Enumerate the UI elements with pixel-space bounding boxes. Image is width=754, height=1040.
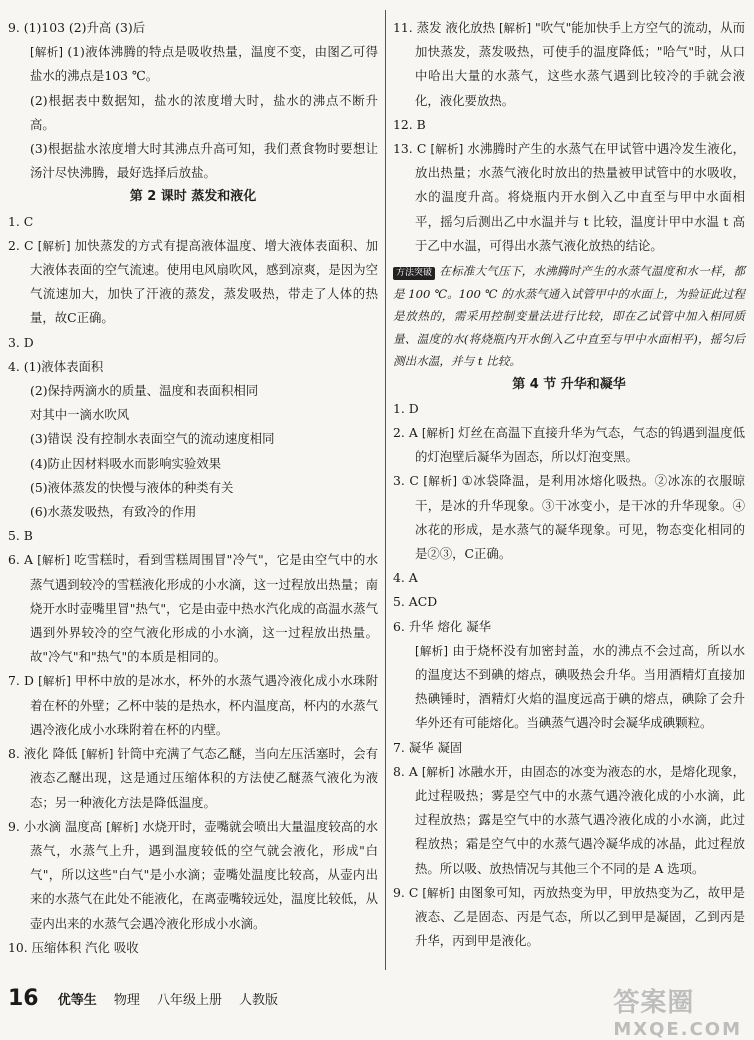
answer-item xyxy=(393,137,745,258)
answer-item xyxy=(393,615,745,639)
analysis-tag: [解析] xyxy=(37,553,71,568)
answer-key: 13. C xyxy=(393,141,431,157)
answer-item xyxy=(8,403,378,427)
left-column xyxy=(8,16,378,960)
answer-item xyxy=(8,427,378,451)
answer-text: (3)错误 没有控制水表面空气的流动速度相同 xyxy=(30,431,275,447)
analysis-tag: [解析] xyxy=(415,643,449,658)
answer-item xyxy=(8,524,378,548)
answer-item xyxy=(393,397,745,421)
answer-item xyxy=(8,89,378,137)
answer-text: 吃雪糕时，看到雪糕周围冒"冷气"，它是由空气中的水蒸气遇到较冷的雪糕液化形成的小水滴，这一过程放出热量；南烧开水时壶嘴里冒"热气"，它是由壶中热水汽化成的高温水蒸气遇到外界较冷的空气液化形成的小水滴，这一过程放出热量。故"冷气"和"热气"的本质是相同的。 xyxy=(30,552,378,665)
answer-text: 水沸腾时产生的水蒸气在甲试管中遇冷发生液化，放出热量；水蒸气液化时放出的热量被甲试管中的水吸收，水的温度升高。将烧瓶内开水倒入乙中直至与甲中水面相平，摇匀后测出乙中水温并与 t 比较，温度计甲中水温 t 高于乙中水温，可得出水蒸气液化放热的结论。 xyxy=(415,141,745,253)
analysis-tag: [解析] xyxy=(422,885,455,900)
answer-item xyxy=(8,500,378,524)
answer-text: 由于烧杯没有加密封盖，水的沸点不会过高，所以水的温度达不到碘的熔点，碘吸热会升华。当用酒精灯直接加热碘锤时，酒精灯火焰的温度远高于碘的熔点，碘除了会升华外还有可能熔化。当碘蒸气遇冷时会凝华成碘颗粒。 xyxy=(415,642,745,731)
analysis-tag: [解析] xyxy=(81,747,114,762)
answer-item xyxy=(8,379,378,403)
section-heading: 第 4 节 升华和凝华 xyxy=(512,376,626,392)
answer-text: (6)水蒸发吸热，有致冷的作用 xyxy=(30,504,197,520)
answer-text: (3)根据盐水浓度增大时其沸点升高可知，我们煮食物时要想让汤汁尽快沸腾，最好选择后放盐。 xyxy=(30,141,378,181)
answer-text: (2)保持两滴水的质量、温度和表面积相同 xyxy=(30,383,259,399)
answer-item xyxy=(8,548,378,669)
answer-text: "吹气"能加快手上方空气的流动，从而加快蒸发，蒸发吸热，可使手的温度降低；"哈气"时，从口中哈出大量的水蒸气，这些水蒸气遇到比较冷的手就会液化，液化要放热。 xyxy=(415,20,745,108)
footer-grade: 八年级上册 xyxy=(156,993,222,1008)
answer-item xyxy=(8,210,378,234)
answer-item xyxy=(8,452,378,476)
answer-key: 9. C xyxy=(393,884,423,900)
answer-text: 甲杯中放的是冰水，杯外的水蒸气遇冷液化成小水珠附着在杯的外壁；乙杯中装的是热水，杯内温度高，杯内的水蒸气遇冷液化成小水珠附着在杯的内壁。 xyxy=(30,673,378,737)
watermark-logo xyxy=(613,982,742,1040)
answer-item xyxy=(8,669,378,742)
answer-text: 对其中一滴水吹风 xyxy=(30,407,130,423)
analysis-tag: [解析] xyxy=(421,425,455,440)
analysis-tag: [解析] xyxy=(38,674,71,689)
answer-text: 7. 凝华 凝固 xyxy=(393,739,463,755)
answer-key: 6. A xyxy=(8,552,38,568)
method-tip xyxy=(393,260,745,373)
answer-text: 3. D xyxy=(8,334,34,350)
analysis-tag: [解析] xyxy=(423,474,458,489)
answer-key: 7. D xyxy=(8,673,39,689)
answer-text: 水烧开时，壶嘴就会喷出大量温度较高的水蒸气，水蒸气上升，遇到温度较低的空气就会液化，形成"白气"，所以这些"白气"是小水滴；壶嘴处温度比较高，从壶内出来的水蒸气在此处不能液化，在离壶嘴较远处，温度比较低，从壶内出来的水蒸气会遇冷液化形成小水滴。 xyxy=(30,818,379,931)
answer-key: 8. A xyxy=(393,763,422,779)
answer-text: 针筒中充满了气态乙醚，当向左压活塞时，会有液态乙醚出现，这是通过压缩体积的方法使乙醚蒸气液化为液态；另一种液化方法是降低温度。 xyxy=(30,746,379,810)
answer-item xyxy=(393,590,745,614)
answer-item xyxy=(8,234,378,331)
answer-text: 12. B xyxy=(393,116,426,132)
answer-item xyxy=(8,476,378,500)
answer-text: ①冰袋降温，是利用冰熔化吸热。②冰冻的衣服晾干，是冰的升华现象。③干冰变小，是干冰的升华现象。④冰花的形成，是水蒸气的凝华现象。可见，物态变化相同的是②③，C正确。 xyxy=(415,473,745,561)
answer-item xyxy=(393,566,745,590)
answer-key: 9. 小水滴 温度高 xyxy=(8,818,107,834)
method-badge: 方法突破 xyxy=(393,267,435,280)
watermark-text: 答案圈 xyxy=(613,988,695,1018)
answer-item xyxy=(393,16,745,113)
answer-text: 4. A xyxy=(393,570,418,586)
answer-text: (1)液体沸腾的特点是吸收热量，温度不变，由图乙可得盐水的沸点是103 ℃。 xyxy=(30,44,378,84)
answer-text: 10. 压缩体积 汽化 吸收 xyxy=(8,939,139,955)
answer-item xyxy=(393,113,745,137)
answer-item xyxy=(8,137,378,185)
answer-item xyxy=(8,16,378,40)
method-text: 在标准大气压下，水沸腾时产生的水蒸气温度和水一样，都是 100 ℃。100 ℃ 的水蒸气通入试管甲中的水面上，为验证此过程是放热的，需采用控制变量法进行比较，即在乙试管中加入相同质量、温度的水(将烧瓶内开水倒入乙中直至与甲中水面相平)，摇匀后测出水温，并与 t 比较。 xyxy=(393,264,745,369)
answer-text: 加快蒸发的方式有提高液体温度、增大液体表面积、加大液体表面的空气流速。使用电风扇吹风，感到凉爽，是因为空气流速加大，加快了汗液的蒸发，蒸发吸热，带走了人体的热量，故C正确。 xyxy=(30,237,378,326)
answer-key: 11. 蒸发 液化放热 xyxy=(393,20,500,35)
answer-item xyxy=(393,881,745,954)
answer-item xyxy=(8,742,378,815)
answer-item xyxy=(393,469,745,566)
answer-text: 冰融水开，由固态的冰变为液态的水，是熔化现象，此过程吸热；雾是空气中的水蒸气遇冷液化成的小水滴，此过程放热；露是空气中的水蒸气遇冷液化成的小水滴，此过程放热；霜是空气中的水蒸气遇冷凝华成的冰晶，此过程放热。所以吸、放热情况与其他三个不同的是 A 选项。 xyxy=(415,763,745,876)
answer-text: 1. C xyxy=(8,213,34,229)
answer-item xyxy=(8,936,378,960)
answer-item xyxy=(8,40,378,88)
right-column xyxy=(393,16,745,953)
analysis-tag: [解析] xyxy=(499,21,532,35)
answer-key: 8. 液化 降低 xyxy=(8,746,82,762)
answer-item xyxy=(393,639,745,736)
answer-text: 5. ACD xyxy=(393,594,438,610)
answer-text: 5. B xyxy=(8,528,33,544)
answer-key: 2. C xyxy=(8,237,38,253)
answer-text: 灯丝在高温下直接升华为气态，气态的钨遇到温度低的灯泡壁后凝华为固态，所以灯泡变黑。 xyxy=(415,424,745,465)
watermark-url: MXQE.COM xyxy=(613,1019,742,1040)
column-divider xyxy=(385,10,386,970)
answer-item xyxy=(393,760,745,881)
answer-item xyxy=(8,815,378,936)
answer-text: 9. (1)103 (2)升高 (3)后 xyxy=(8,20,146,35)
analysis-tag: [解析] xyxy=(430,142,464,157)
section-heading: 第 2 课时 蒸发和液化 xyxy=(129,189,257,205)
footer-subject: 物理 xyxy=(113,993,140,1008)
answer-text: (4)防止因材料吸水而影响实验效果 xyxy=(30,455,222,471)
analysis-tag: [解析] xyxy=(37,238,71,253)
answer-text: (5)液体蒸发的快慢与液体的种类有关 xyxy=(30,479,234,495)
page-footer xyxy=(8,986,290,1011)
answer-text: 4. (1)液体表面积 xyxy=(8,358,104,374)
answer-item xyxy=(8,355,378,379)
footer-edition: 人教版 xyxy=(239,993,279,1008)
page-number: 16 xyxy=(8,986,39,1011)
answer-text: 由图象可知，丙放热变为甲，甲放热变为乙，故甲是液态、乙是固态、丙是气态，所以乙到甲是凝固，乙到丙是升华，丙到甲是液化。 xyxy=(415,884,746,949)
analysis-tag: [解析] xyxy=(30,45,64,60)
answer-text: 1. D xyxy=(393,400,419,416)
answer-text: (2)根据表中数据知，盐水的浓度增大时，盐水的沸点不断升高。 xyxy=(30,92,378,132)
answer-key: 3. C xyxy=(393,473,424,489)
answer-text: 6. 升华 熔化 凝华 xyxy=(393,618,491,634)
answer-item xyxy=(8,331,378,355)
analysis-tag: [解析] xyxy=(421,764,455,779)
analysis-tag: [解析] xyxy=(106,819,139,834)
answer-key: 2. A xyxy=(393,424,422,440)
footer-brand: 优等生 xyxy=(57,993,97,1008)
answer-item xyxy=(393,421,745,469)
answer-item xyxy=(393,736,745,760)
